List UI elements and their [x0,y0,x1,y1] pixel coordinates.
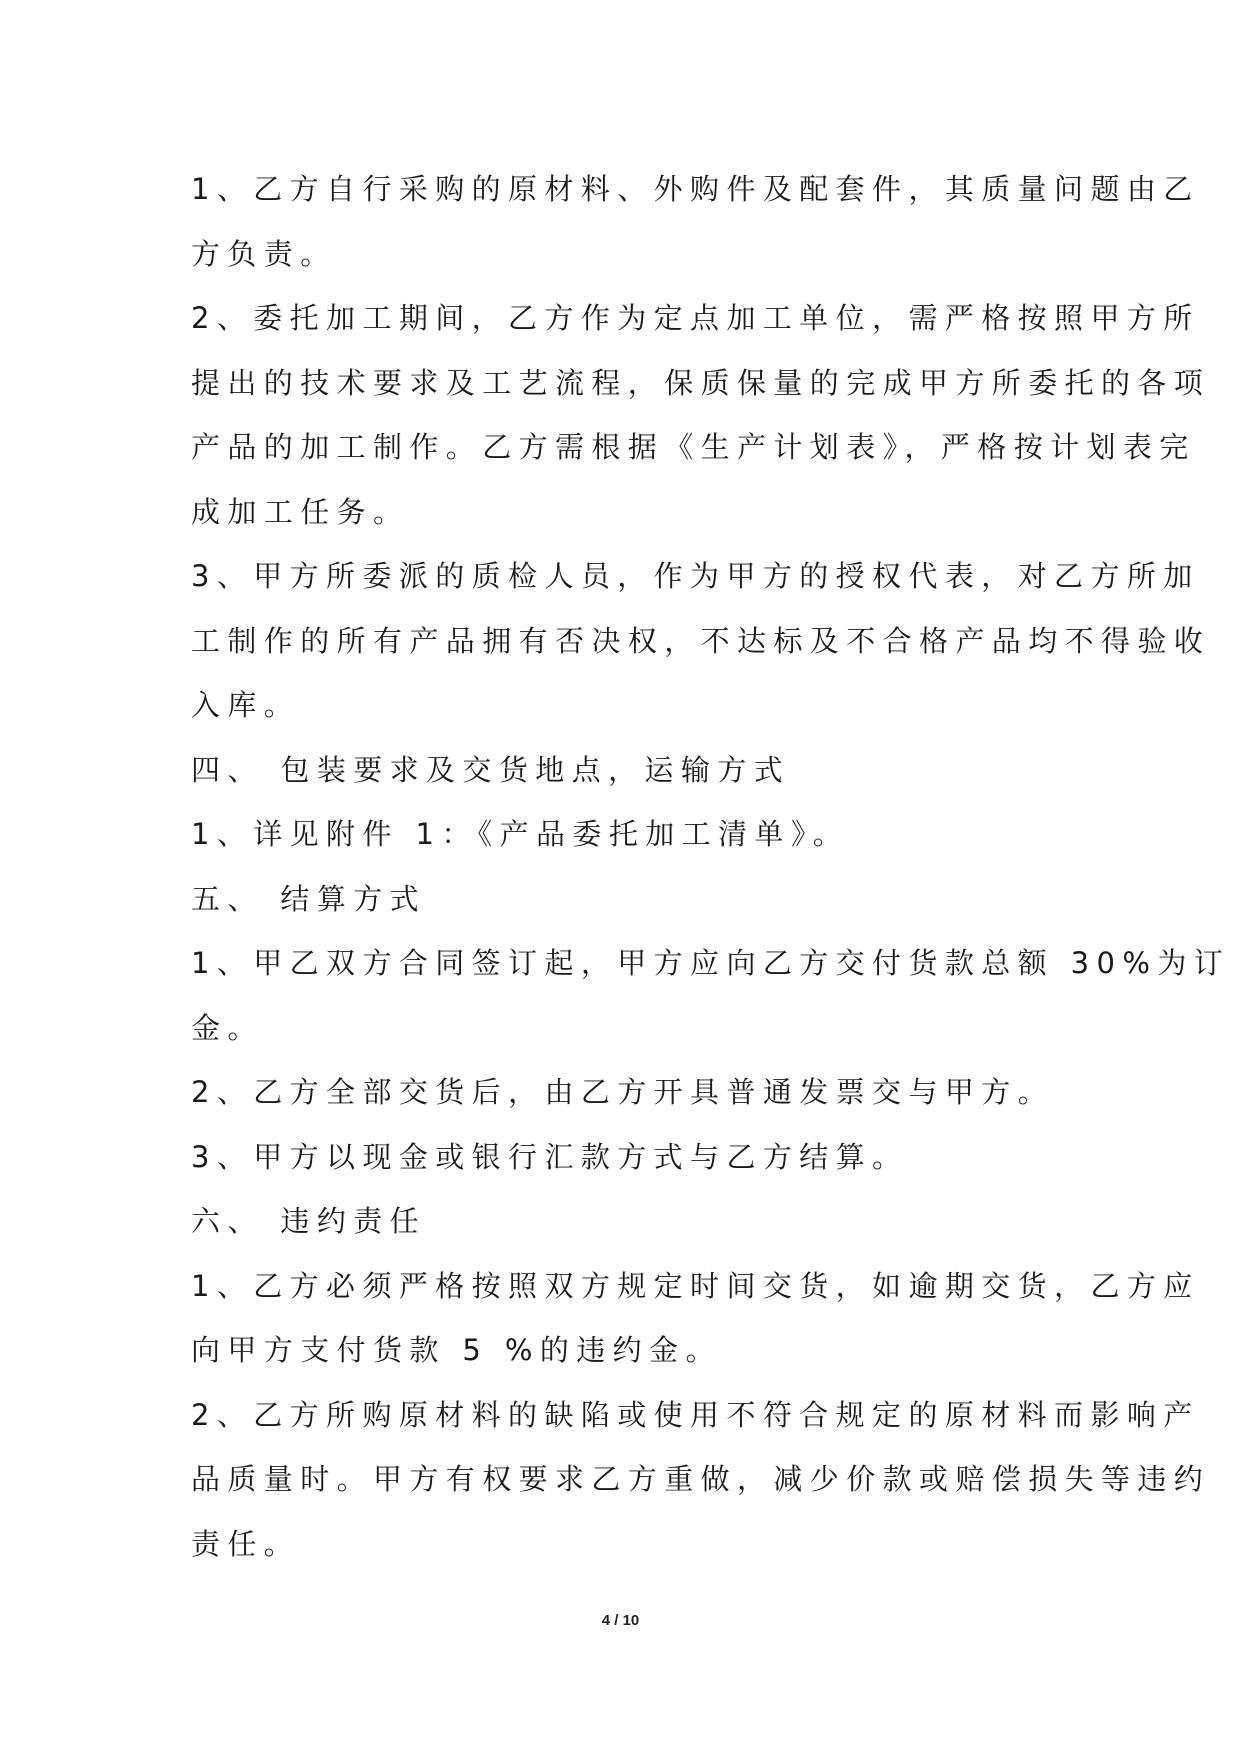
text-line: 金。 [191,1010,264,1045]
text-line: 入库。 [191,688,301,722]
text-line: 1、乙方必须严格按照双方规定时间交货，如逾期交货，乙方应 [191,1268,1200,1303]
text-line: 成加工任务。 [191,494,410,529]
text-line: 1、乙方自行采购的原材料、外购件及配套件，其质量问题由乙 [191,172,1200,206]
section-heading: 五、 结算方式 [191,881,427,916]
text-line: 向甲方支付货款 5 %的违约金。 [191,1333,722,1367]
section-heading: 四、 包装要求及交货地点，运输方式 [191,752,791,787]
page-number: 4 / 10 [601,1612,640,1629]
text-line: 2、乙方全部交货后，由乙方开具普通发票交与甲方。 [191,1075,1055,1109]
text-line: 2、委托加工期间，乙方作为定点加工单位，需严格按照甲方所 [191,301,1200,335]
text-line: 方负责。 [191,236,337,271]
text-line: 1、甲乙双方合同签订起，甲方应向乙方交付货款总额 30%为订 [191,946,1231,980]
section-heading: 六、 违约责任 [191,1204,427,1238]
text-line: 3、甲方所委派的质检人员，作为甲方的授权代表，对乙方所加 [191,559,1200,593]
text-line: 产品的加工制作。乙方需根据《生产计划表》，严格按计划表完 [191,430,1196,464]
text-line: 提出的技术要求及工艺流程，保质保量的完成甲方所委托的各项 [191,365,1211,400]
text-line: 责任。 [191,1526,301,1561]
text-line: 1、详见附件 1：《产品委托加工清单》。 [191,817,850,851]
document-body [191,157,1231,1576]
text-line: 3、甲方以现金或银行汇款方式与乙方结算。 [191,1139,909,1174]
text-line: 工制作的所有产品拥有否决权，不达标及不合格产品均不得验收 [191,623,1211,658]
text-line: 品质量时。甲方有权要求乙方重做，减少价款或赔偿损失等违约 [191,1462,1211,1496]
text-line: 2、乙方所购原材料的缺陷或使用不符合规定的原材料而影响产 [191,1397,1200,1432]
